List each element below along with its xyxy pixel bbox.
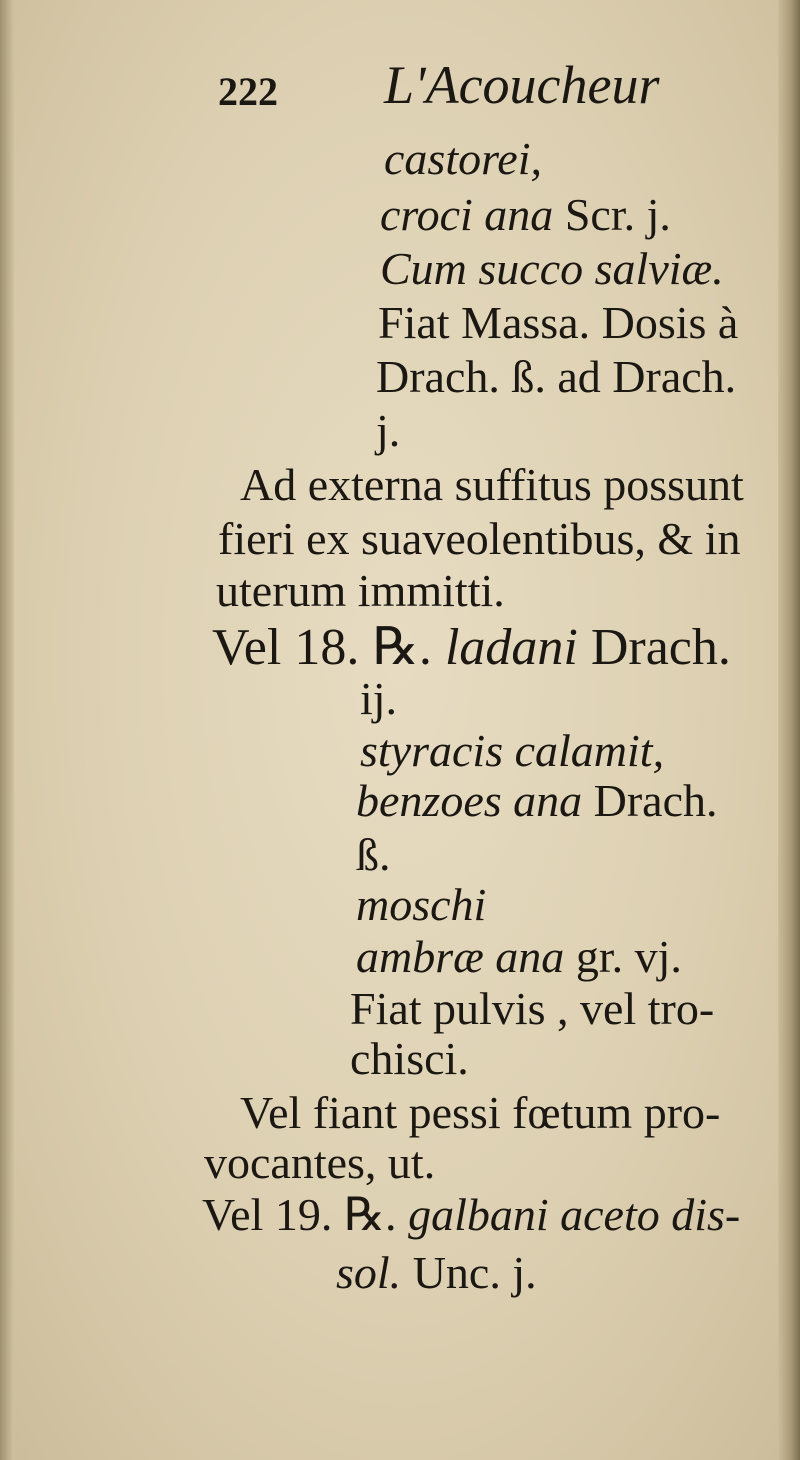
text-line	[360, 725, 665, 776]
text-run: Vel 18. ℞.	[212, 619, 445, 676]
text-run: moschi	[356, 879, 487, 930]
text-run: j.	[376, 405, 401, 456]
left-page-edge	[0, 0, 14, 1460]
page-number: 222	[218, 69, 278, 114]
text-run: Drach.	[590, 619, 731, 676]
text-run: Ad externa suffitus possunt	[240, 459, 744, 510]
text-run: sol.	[336, 1247, 413, 1298]
text-run: uterum immitti.	[216, 565, 505, 616]
text-run: ambræ ana	[356, 931, 576, 982]
text-line	[336, 1247, 537, 1298]
text-line	[376, 405, 401, 456]
text-line	[356, 829, 391, 880]
text-run: ß.	[356, 829, 391, 880]
text-run: castorei,	[384, 133, 542, 184]
text-line	[350, 983, 715, 1034]
text-line	[212, 619, 731, 676]
text-run: galbani aceto dis-	[408, 1189, 741, 1240]
text-line	[378, 297, 739, 348]
text-line	[240, 1087, 721, 1138]
text-run: chisci.	[350, 1033, 469, 1084]
text-run: Cum succo salviæ.	[380, 243, 724, 294]
running-head: L'Acoucheur	[384, 55, 660, 115]
text-run: benzoes ana	[356, 775, 594, 826]
text-run: Vel fiant pessi fœtum pro-	[240, 1087, 721, 1138]
text-line	[218, 513, 741, 564]
text-line	[204, 1137, 436, 1188]
text-run: Fiat pulvis , vel tro-	[350, 983, 715, 1034]
text-line	[380, 243, 724, 294]
text-line	[356, 775, 718, 826]
text-run: Unc. j.	[412, 1247, 537, 1298]
text-line	[240, 459, 744, 510]
text-run: vocantes, ut.	[204, 1137, 436, 1188]
text-run: Drach. ß. ad Drach.	[376, 351, 737, 402]
text-line	[356, 879, 487, 930]
text-run: Drach.	[593, 775, 718, 826]
text-line	[356, 931, 682, 982]
text-line	[360, 673, 398, 724]
book-spine-edge	[778, 0, 800, 1460]
text-run: Fiat Massa. Dosis à	[378, 297, 739, 348]
text-run: Scr. j.	[564, 189, 671, 240]
text-run: croci ana	[380, 189, 565, 240]
text-line	[380, 189, 671, 240]
text-run: fieri ex suaveolentibus, & in	[218, 513, 741, 564]
text-run: Vel 19. ℞.	[202, 1189, 409, 1240]
text-run: ij.	[360, 673, 398, 724]
text-line	[384, 133, 542, 184]
text-line	[376, 351, 737, 402]
text-line	[216, 565, 505, 616]
text-run: styracis calamit,	[360, 725, 665, 776]
text-line	[202, 1189, 741, 1240]
text-run: ladani	[444, 619, 591, 676]
text-line	[350, 1033, 469, 1084]
text-run: gr. vj.	[575, 931, 682, 982]
